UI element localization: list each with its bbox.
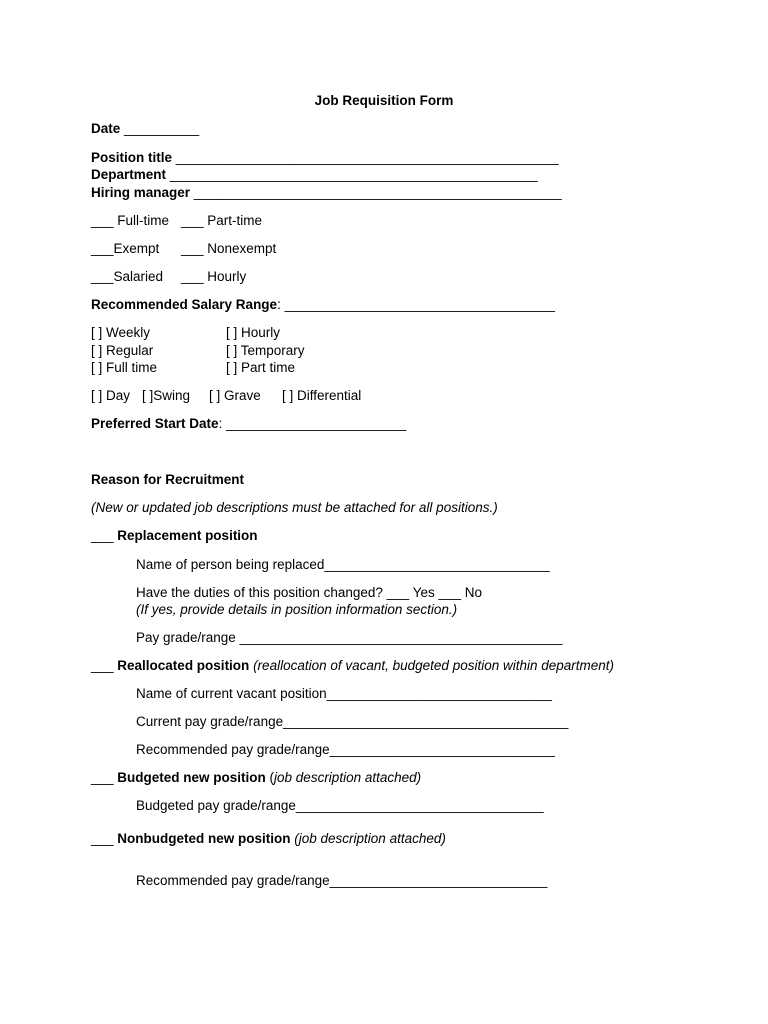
current-pay-grade-text: Current pay grade/range___________________________________ [136, 714, 546, 729]
reallocated-label: Reallocated position [117, 658, 250, 673]
duties-changed-line: Have the duties of this position changed? ___ Yes ___ No [136, 585, 483, 600]
start-date-label: Preferred Start Date [91, 416, 219, 431]
salary-range-line [91, 297, 555, 313]
part-time-checkbox: [ ] Part time [226, 360, 296, 375]
hiring-manager-line [91, 185, 562, 201]
recruitment-heading: Reason for Recruitment [91, 472, 245, 487]
current-pay-grade-line [136, 714, 568, 730]
reallocated-note: (reallocation of vacant, budgeted position within department) [249, 658, 615, 673]
person-replaced-line: Name of person being replaced______________________________ [136, 557, 550, 572]
regular-checkbox: [ ] Regular [91, 343, 154, 358]
department-blank: _________________________________________________ [169, 167, 538, 182]
replacement-blank: ___ [91, 528, 118, 543]
date-label: Date [91, 121, 121, 136]
budgeted-note-open: ( [265, 770, 275, 785]
budgeted-pay-grade-line: Budgeted pay grade/range_________________________________ [136, 798, 544, 813]
hourly-option: ___ Hourly [181, 269, 247, 284]
date-blank: __________ [124, 121, 200, 136]
budgeted-blank: ___ [91, 770, 118, 785]
swing-shift-checkbox: [ ]Swing [142, 388, 191, 403]
replacement-label: Replacement position [117, 528, 258, 543]
reallocated-blank: ___ [91, 658, 118, 673]
nonbudgeted-pay-grade-line: Recommended pay grade/range_____________________________ [136, 873, 548, 888]
hiring-manager-blank: _________________________________________________ [193, 185, 562, 200]
department-label: Department [91, 167, 167, 182]
nonexempt-option: ___ Nonexempt [181, 241, 277, 256]
duties-changed-note: (If yes, provide details in position information section.) [136, 602, 458, 617]
temporary-checkbox: [ ] Temporary [226, 343, 305, 358]
nonbudgeted-note: (job description attached) [290, 831, 446, 846]
salary-range-label: Recommended Salary Range [91, 297, 278, 312]
position-title-blank: ___________________________________________________ [175, 150, 559, 165]
hiring-manager-label: Hiring manager [91, 185, 191, 200]
position-title-label: Position title [91, 150, 172, 165]
exempt-option: ___Exempt [91, 241, 160, 256]
weekly-checkbox: [ ] Weekly [91, 325, 151, 340]
recruitment-note: (New or updated job descriptions must be attached for all positions.) [91, 500, 498, 515]
department-line [91, 167, 538, 183]
nonbudgeted-blank: ___ [91, 831, 118, 846]
differential-checkbox: [ ] Differential [282, 388, 362, 403]
day-shift-checkbox: [ ] Day [91, 388, 131, 403]
position-title-line [91, 150, 559, 166]
full-time-checkbox: [ ] Full time [91, 360, 158, 375]
budgeted-label: Budgeted new position [117, 770, 266, 785]
nonbudgeted-position-line [91, 831, 446, 847]
reallocated-position-line [91, 658, 614, 674]
part-time-option: ___ Part-time [181, 213, 263, 228]
date-line [91, 121, 199, 137]
replacement-position-line [91, 528, 258, 544]
vacant-position-line: Name of current vacant position______________________________ [136, 686, 552, 701]
hourly-checkbox: [ ] Hourly [226, 325, 281, 340]
salary-range-blank: : ____________________________________ [277, 297, 555, 312]
start-date-blank: : ________________________ [218, 416, 407, 431]
replacement-pay-grade-line: Pay grade/range ___________________________________________ [136, 630, 563, 645]
grave-shift-checkbox: [ ] Grave [209, 388, 261, 403]
current-pay-grade-tail: ___ [545, 714, 569, 729]
full-time-option: ___ Full-time [91, 213, 170, 228]
start-date-line [91, 416, 406, 432]
salaried-option: ___Salaried [91, 269, 164, 284]
budgeted-note: job description attached) [274, 770, 422, 785]
recommended-pay-grade-line: Recommended pay grade/range______________________________ [136, 742, 555, 757]
nonbudgeted-label: Nonbudgeted new position [117, 831, 291, 846]
budgeted-position-line [91, 770, 421, 786]
form-title: Job Requisition Form [314, 93, 454, 108]
